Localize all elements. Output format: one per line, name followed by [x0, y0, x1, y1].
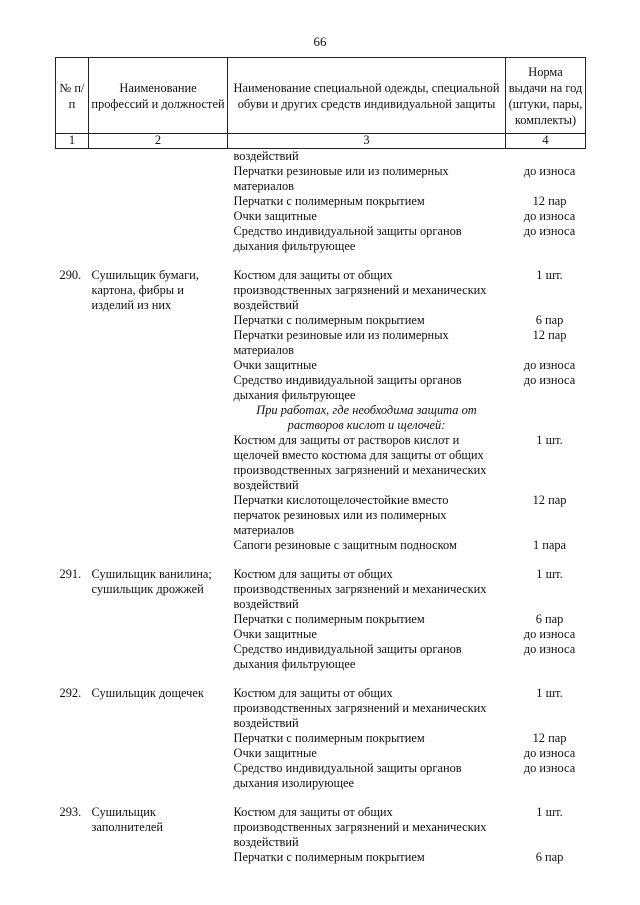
entry-number: 292.	[59, 686, 82, 700]
equipment-name: Средство индивидуальной защиты органов дыхания изолирующее	[233, 761, 462, 790]
column-number: 1	[56, 134, 89, 149]
page-number: 66	[313, 34, 327, 49]
table-row	[56, 567, 586, 612]
norm-value: 12 пар	[532, 493, 567, 507]
column-number: 3	[228, 134, 506, 149]
equipment-name: Костюм для защиты от растворов кислот и щелочей вместо костюма для защиты от общих производственных загрязнений и механических воздействий	[233, 433, 487, 492]
table-row	[56, 313, 586, 328]
table-row	[56, 850, 586, 865]
equipment-name: Очки защитные	[233, 746, 317, 760]
spacer-row	[56, 791, 586, 805]
table-row	[56, 612, 586, 627]
norm-value: 1 шт.	[536, 686, 563, 700]
equipment-name: Костюм для защиты от общих производственных загрязнений и механических воздействий	[233, 268, 487, 312]
profession-name: Сушильщик бумаги, картона, фибры и изделий из них	[91, 268, 199, 312]
table-row	[56, 209, 586, 224]
table-row	[56, 194, 586, 209]
norm-value: до износа	[523, 627, 576, 641]
table-body	[56, 149, 586, 866]
spacer-row	[56, 672, 586, 686]
equipment-name: Перчатки резиновые или из полимерных материалов	[233, 328, 449, 357]
table-row	[56, 761, 586, 791]
equipment-name: Перчатки с полимерным покрытием	[233, 313, 425, 327]
table-row	[56, 746, 586, 761]
norm-value: 12 пар	[532, 731, 567, 745]
norm-value: 6 пар	[535, 612, 564, 626]
equipment-name: Очки защитные	[233, 209, 317, 223]
table-row	[56, 164, 586, 194]
equipment-name: Очки защитные	[233, 627, 317, 641]
norm-value: 1 шт.	[536, 805, 563, 819]
equipment-name: Костюм для защиты от общих производственных загрязнений и механических воздействий	[233, 567, 487, 611]
header-equipment: Наименование специальной одежды, специальной обуви и других средств индивидуальной защиты	[228, 58, 506, 134]
table-row	[56, 358, 586, 373]
equipment-name: воздействий	[233, 149, 299, 163]
equipment-name: Перчатки кислотощелочестойкие вместо перчаток резиновых или из полимерных материалов	[233, 493, 449, 537]
equipment-name: Перчатки с полимерным покрытием	[233, 731, 425, 745]
equipment-name: Средство индивидуальной защиты органов дыхания фильтрующее	[233, 373, 462, 402]
condition-note: При работах, где необходима защита от растворов кислот и щелочей:	[256, 403, 477, 432]
norm-value: до износа	[523, 746, 576, 760]
column-number: 2	[89, 134, 228, 149]
equipment-name: Средство индивидуальной защиты органов дыхания фильтрующее	[233, 224, 462, 253]
profession-name: Сушильщик ванилина; сушильщик дрожжей	[91, 567, 212, 596]
norm-value: 1 пара	[532, 538, 567, 552]
profession-name: Сушильщик заполнителей	[91, 805, 164, 834]
norm-value: 12 пар	[532, 194, 567, 208]
equipment-name: Очки защитные	[233, 358, 317, 372]
norm-value: 1 шт.	[536, 433, 563, 447]
table-row	[56, 328, 586, 358]
entry-number: 293.	[59, 805, 82, 819]
column-number: 4	[506, 134, 586, 149]
table-row	[56, 224, 586, 254]
norm-value: до износа	[523, 358, 576, 372]
table-row	[56, 627, 586, 642]
table-row	[56, 373, 586, 403]
norm-value: 6 пар	[535, 850, 564, 864]
header-row	[56, 58, 586, 134]
norm-value: до износа	[523, 761, 576, 775]
table-row	[56, 433, 586, 493]
norm-value: 1 шт.	[536, 268, 563, 282]
equipment-name: Средство индивидуальной защиты органов дыхания фильтрующее	[233, 642, 462, 671]
header-norm: Норма выдачи на год (штуки, пары, комплекты)	[506, 58, 586, 134]
header-number: № п/п	[56, 58, 89, 134]
equipment-name: Перчатки с полимерным покрытием	[233, 194, 425, 208]
table-row	[56, 493, 586, 538]
table-row	[56, 538, 586, 553]
norm-value: до износа	[523, 209, 576, 223]
equipment-name: Костюм для защиты от общих производственных загрязнений и механических воздействий	[233, 686, 487, 730]
table-row	[56, 268, 586, 313]
table-row	[56, 149, 586, 165]
spacer-row	[56, 553, 586, 567]
table-row	[56, 731, 586, 746]
table-row	[56, 805, 586, 850]
norm-value: до износа	[523, 224, 576, 238]
norm-value: до износа	[523, 164, 576, 178]
table-row	[56, 403, 586, 433]
spacer-row	[56, 254, 586, 268]
equipment-name: Перчатки с полимерным покрытием	[233, 612, 425, 626]
column-numbers-row	[56, 134, 586, 149]
table-row	[56, 642, 586, 672]
equipment-name: Перчатки резиновые или из полимерных материалов	[233, 164, 449, 193]
norm-value: 6 пар	[535, 313, 564, 327]
norm-value: до износа	[523, 373, 576, 387]
equipment-name: Сапоги резиновые с защитным подноском	[233, 538, 457, 552]
header-profession: Наименование профессий и должностей	[89, 58, 228, 134]
norm-value: 12 пар	[532, 328, 567, 342]
equipment-name: Костюм для защиты от общих производственных загрязнений и механических воздействий	[233, 805, 487, 849]
entry-number: 291.	[59, 567, 82, 581]
entry-number: 290.	[59, 268, 82, 282]
table-row	[56, 686, 586, 731]
ppe-norms-table	[55, 57, 586, 865]
norm-value: до износа	[523, 642, 576, 656]
profession-name: Сушильщик дощечек	[91, 686, 204, 700]
equipment-name: Перчатки с полимерным покрытием	[233, 850, 425, 864]
norm-value: 1 шт.	[536, 567, 563, 581]
norm-value	[506, 149, 586, 165]
